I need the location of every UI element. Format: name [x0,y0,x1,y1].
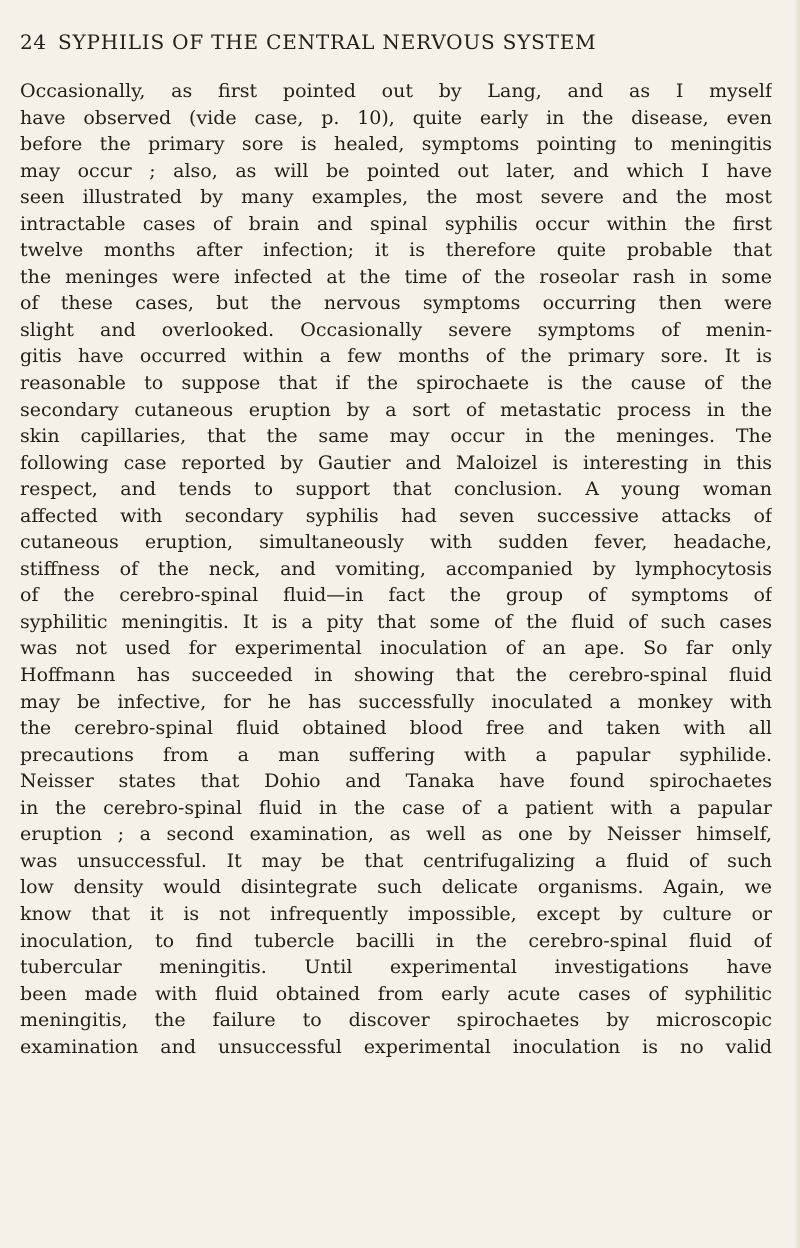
text-line: was unsuccessful. It may be that centrifugalizing a fluid of such [20,849,772,872]
text-line: affected with secondary syphilis had seven successive attacks of [20,504,772,527]
text-line: Neisser states that Dohio and Tanaka have found spirochaetes [20,770,772,793]
text-line: have observed (vide case, p. 10), quite early in the disease, even [20,106,772,129]
text-line: precautions from a man suffering with a papular syphilide. [20,743,772,766]
text-line: reasonable to suppose that if the spirochaete is the cause of the [20,372,772,395]
text-line: following case reported by Gautier and Maloizel is interesting in this [20,451,772,474]
text-line: in the cerebro-spinal fluid in the case of a patient with a papular [20,796,772,819]
text-line: of these cases, but the nervous symptoms occurring then were [20,292,772,315]
running-head: SYPHILIS OF THE CENTRAL NERVOUS SYSTEM [58,30,597,54]
text-line: Occasionally, as first pointed out by Lang, and as I myself [20,80,772,102]
text-line: examination and unsuccessful experimental inoculation is no valid [20,1035,772,1058]
page-number: 24 [20,30,47,54]
text-line: may be infective, for he has successfully inoculated a monkey with [20,690,772,713]
text-line: know that it is not infrequently impossible, except by culture or [20,902,772,925]
text-line: respect, and tends to support that conclusion. A young woman [20,478,772,501]
page-edge-shadow [794,0,800,1248]
text-line: before the primary sore is healed, symptoms pointing to meningitis [20,133,772,156]
text-line: tubercular meningitis. Until experimental investigations have [20,956,772,979]
text-line: skin capillaries, that the same may occur in the meninges. The [20,425,772,448]
text-line: been made with fluid obtained from early acute cases of syphilitic [20,982,772,1005]
text-line: twelve months after infection; it is therefore quite probable that [20,239,772,262]
text-line: the cerebro-spinal fluid obtained blood free and taken with all [20,717,772,740]
body-text [20,78,772,1060]
text-line: inoculation, to find tubercle bacilli in the cerebro-spinal fluid of [20,929,772,952]
text-line: cutaneous eruption, simultaneously with sudden fever, headache, [20,531,772,554]
text-line: may occur ; also, as will be pointed out later, and which I have [20,159,772,182]
text-line: low density would disintegrate such delicate organisms. Again, we [20,876,772,899]
text-line: eruption ; a second examination, as well as one by Neisser himself, [20,823,772,846]
text-line: secondary cutaneous eruption by a sort of metastatic process in the [20,398,772,421]
text-line: of the cerebro-spinal fluid—in fact the group of symptoms of [20,584,772,607]
page-header [20,30,760,60]
text-line: seen illustrated by many examples, the most severe and the most [20,186,772,209]
text-line: stiffness of the neck, and vomiting, accompanied by lymphocytosis [20,557,772,580]
text-line: was not used for experimental inoculation of an ape. So far only [20,637,772,660]
text-line: slight and overlooked. Occasionally severe symptoms of menin- [20,318,772,341]
text-line: the meninges were infected at the time of the roseolar rash in some [20,265,772,288]
text-line: intractable cases of brain and spinal syphilis occur within the first [20,212,772,235]
text-line: Hoffmann has succeeded in showing that the cerebro-spinal fluid [20,664,772,687]
text-line: gitis have occurred within a few months of the primary sore. It is [20,345,772,368]
text-line: syphilitic meningitis. It is a pity that some of the fluid of such cases [20,610,772,633]
text-line: meningitis, the failure to discover spirochaetes by microscopic [20,1009,772,1032]
